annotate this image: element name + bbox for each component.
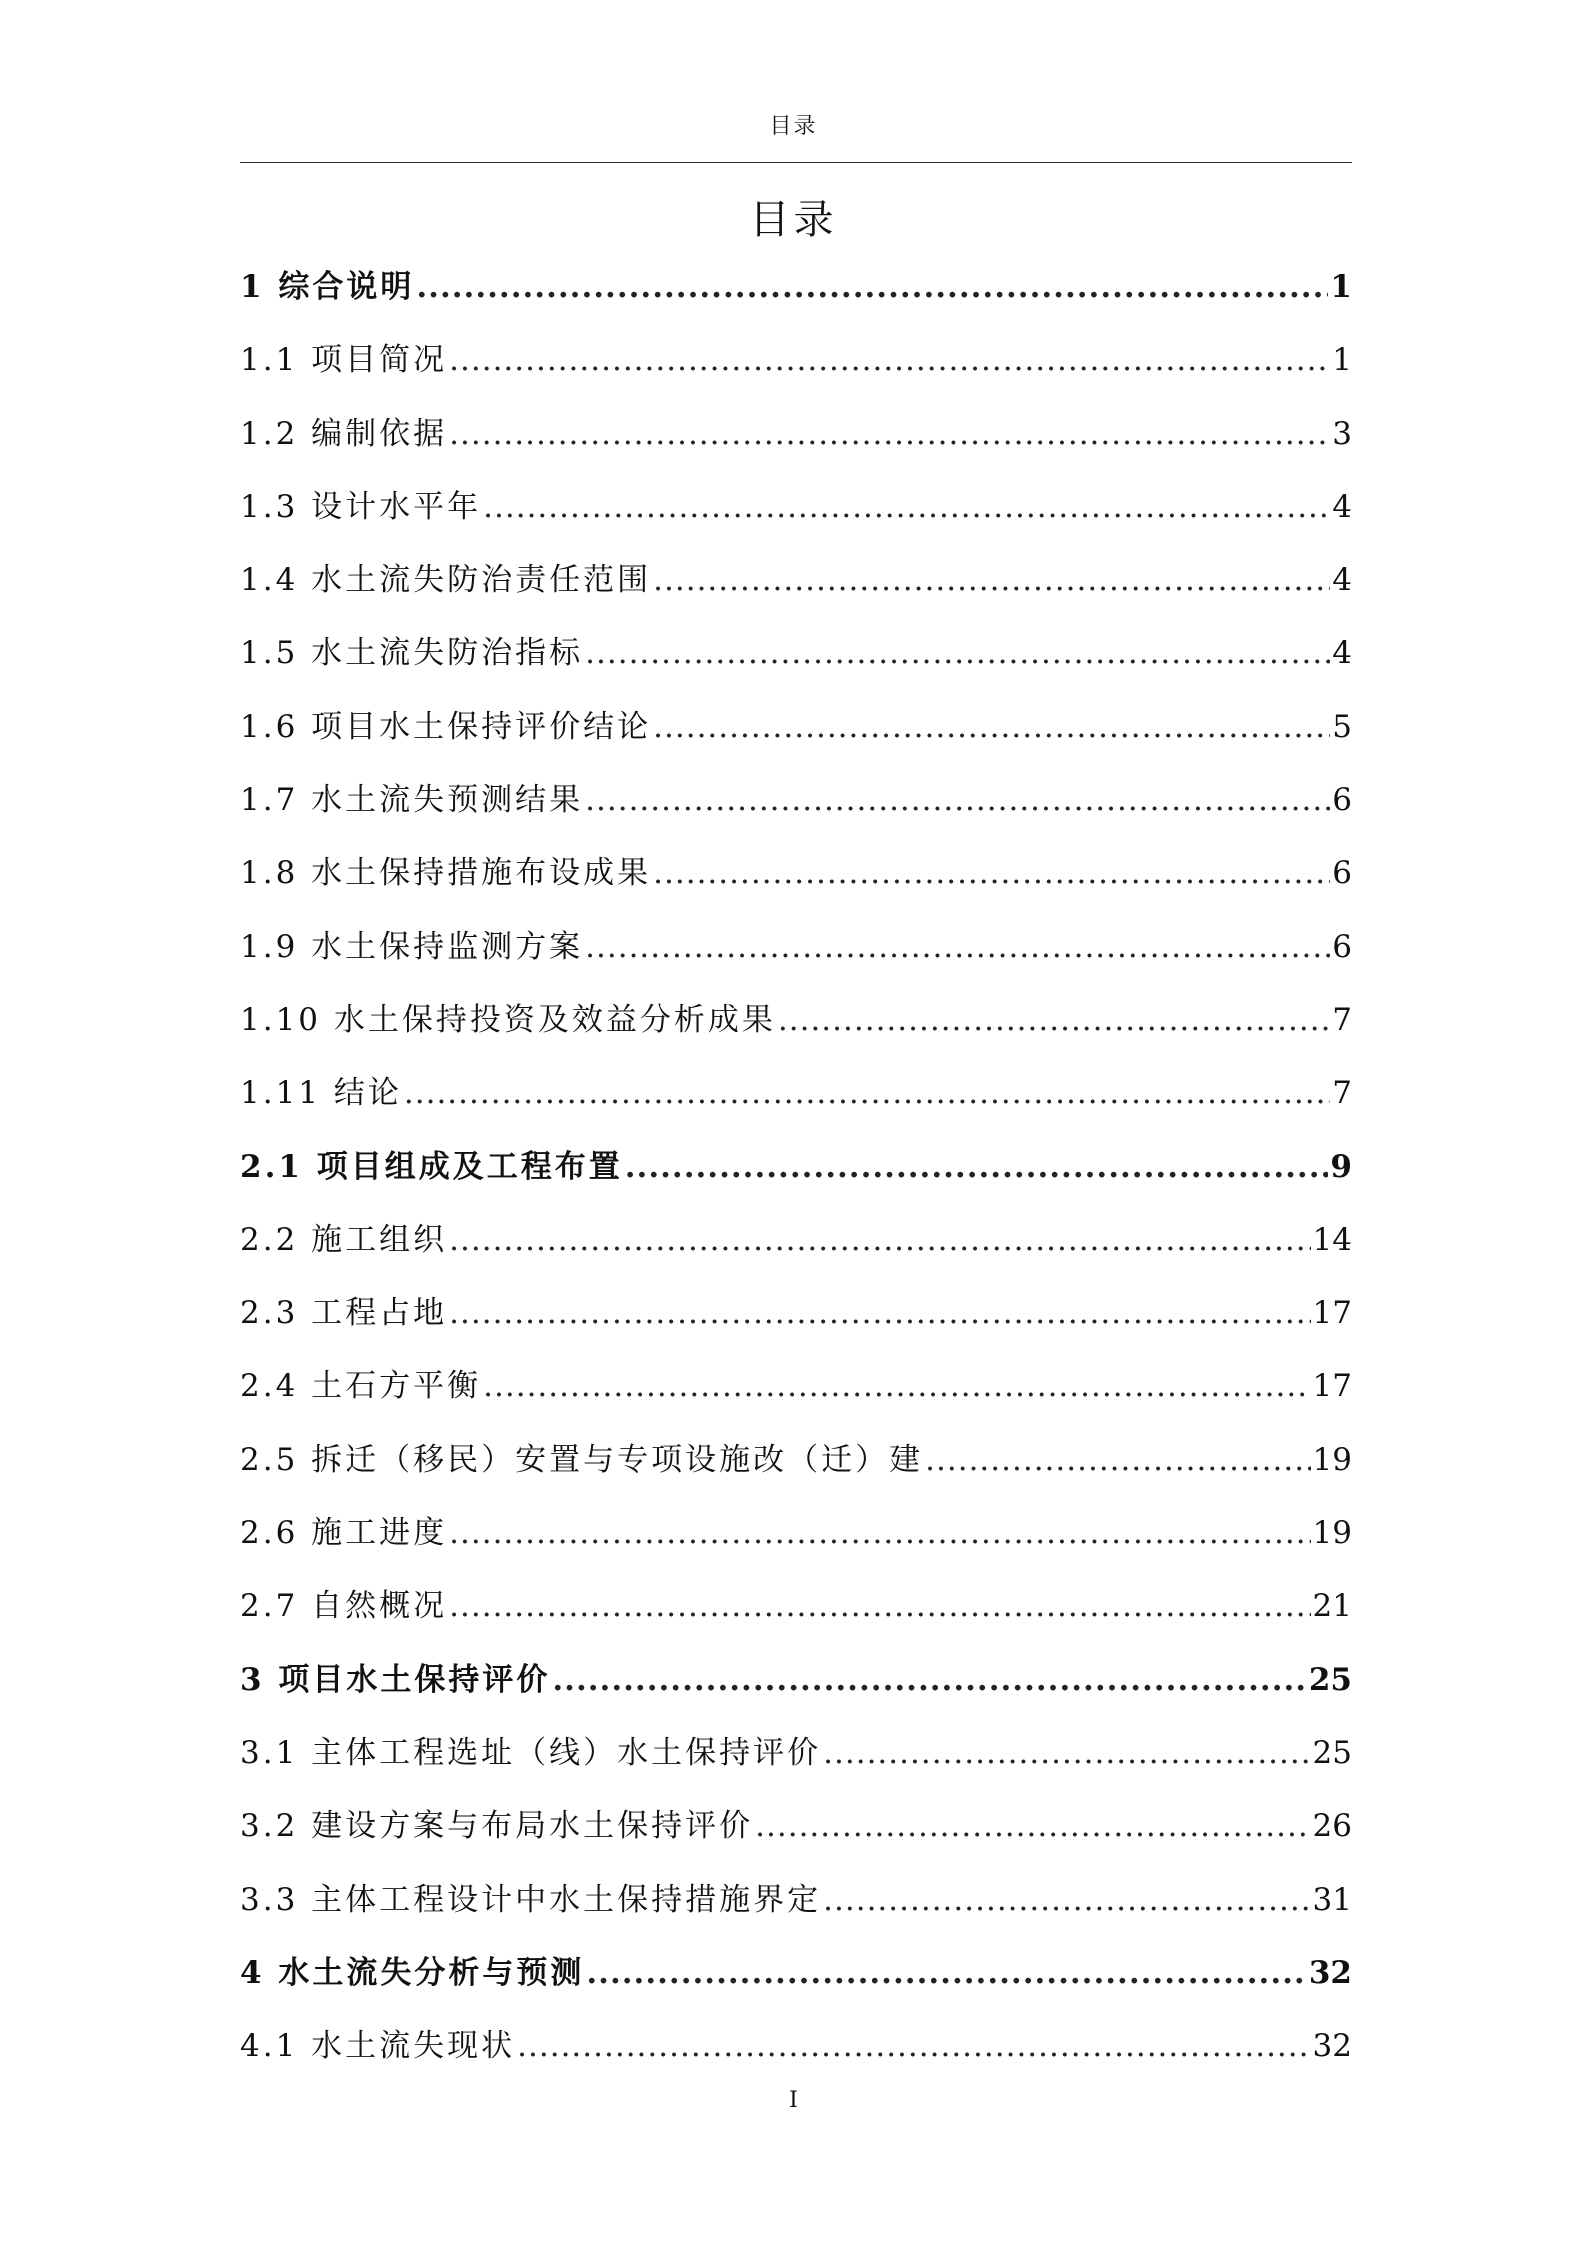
toc-entry[interactable] <box>240 1277 1352 1350</box>
toc-dot-leader <box>585 764 1330 837</box>
toc-entry[interactable] <box>240 1497 1352 1570</box>
toc-entry-page: 17 <box>1312 1295 1352 1332</box>
table-of-contents <box>240 251 1352 2083</box>
toc-entry-label: 3.1 主体工程选址（线）水土保持评价 <box>240 1734 822 1771</box>
toc-dot-leader <box>585 911 1330 984</box>
toc-entry[interactable] <box>240 471 1352 544</box>
toc-entry-label: 2.6 施工进度 <box>240 1515 448 1552</box>
toc-entry-page: 4 <box>1332 635 1352 672</box>
header-divider <box>240 162 1352 163</box>
toc-dot-leader <box>449 398 1330 471</box>
toc-entry-page: 6 <box>1332 855 1352 892</box>
toc-entry-page: 1 <box>1332 342 1352 379</box>
toc-entry-page: 4 <box>1332 562 1352 599</box>
toc-entry[interactable] <box>240 2010 1352 2083</box>
toc-entry-page: 19 <box>1312 1441 1352 1478</box>
toc-entry-label: 2.5 拆迁（移民）安置与专项设施改（迁）建 <box>240 1441 924 1478</box>
toc-entry-label: 2.1 项目组成及工程布置 <box>240 1148 623 1185</box>
toc-dot-leader <box>653 837 1330 910</box>
toc-entry-page: 7 <box>1332 1075 1352 1112</box>
toc-entry-label: 3 项目水土保持评价 <box>240 1661 551 1698</box>
toc-entry-label: 2.4 土石方平衡 <box>240 1368 482 1405</box>
toc-dot-leader <box>552 1644 1306 1717</box>
toc-entry[interactable] <box>240 544 1352 617</box>
toc-entry[interactable] <box>240 1570 1352 1643</box>
toc-entry-page: 26 <box>1312 1808 1352 1845</box>
toc-entry-label: 1.4 水土流失防治责任范围 <box>240 562 652 599</box>
toc-dot-leader <box>823 1864 1310 1937</box>
toc-dot-leader <box>823 1717 1310 1790</box>
toc-entry-label: 4.1 水土流失现状 <box>240 2028 516 2065</box>
toc-dot-leader <box>653 544 1330 617</box>
toc-entry[interactable] <box>240 1204 1352 1277</box>
running-header: 目录 <box>769 114 818 139</box>
toc-entry-label: 3.2 建设方案与布局水土保持评价 <box>240 1808 754 1845</box>
toc-entry[interactable] <box>240 1424 1352 1497</box>
toc-entry-label: 1.3 设计水平年 <box>240 488 482 525</box>
toc-dot-leader <box>585 617 1330 690</box>
toc-entry-page: 17 <box>1312 1368 1352 1405</box>
toc-entry-label: 2.3 工程占地 <box>240 1295 448 1332</box>
toc-entry[interactable] <box>240 1644 1352 1717</box>
toc-entry[interactable] <box>240 911 1352 984</box>
toc-entry-page: 32 <box>1308 1954 1352 1991</box>
toc-entry-label: 1.9 水土保持监测方案 <box>240 928 584 965</box>
toc-entry-label: 1.2 编制依据 <box>240 415 448 452</box>
toc-title: 目录 <box>749 197 838 243</box>
toc-dot-leader <box>586 1937 1306 2010</box>
toc-entry-page: 9 <box>1330 1148 1352 1185</box>
toc-entry-label: 1.10 水土保持投资及效益分析成果 <box>240 1001 776 1038</box>
toc-dot-leader <box>483 1350 1310 1423</box>
toc-entry-label: 3.3 主体工程设计中水土保持措施界定 <box>240 1881 822 1918</box>
toc-entry-page: 3 <box>1332 415 1352 452</box>
toc-entry-page: 1 <box>1330 269 1352 305</box>
toc-entry[interactable] <box>240 617 1352 690</box>
toc-entry[interactable] <box>240 1864 1352 1937</box>
toc-entry[interactable] <box>240 398 1352 471</box>
toc-entry-page: 19 <box>1312 1515 1352 1552</box>
toc-dot-leader <box>449 1497 1310 1570</box>
toc-entry-label: 1.5 水土流失防治指标 <box>240 635 584 672</box>
toc-dot-leader <box>404 1057 1330 1130</box>
toc-entry-label: 1.8 水土保持措施布设成果 <box>240 855 652 892</box>
toc-entry-page: 14 <box>1312 1221 1352 1258</box>
page-number: I <box>789 2088 798 2113</box>
toc-entry-label: 1.1 项目简况 <box>240 342 448 379</box>
toc-dot-leader <box>449 1570 1310 1643</box>
toc-entry-page: 31 <box>1312 1881 1352 1918</box>
toc-entry-page: 4 <box>1332 488 1352 525</box>
toc-entry-page: 32 <box>1312 2028 1352 2065</box>
toc-entry-page: 6 <box>1332 928 1352 965</box>
toc-entry[interactable] <box>240 1350 1352 1423</box>
toc-entry[interactable] <box>240 691 1352 764</box>
toc-entry-label: 4 水土流失分析与预测 <box>240 1954 585 1991</box>
toc-entry-page: 5 <box>1332 708 1352 745</box>
toc-entry[interactable] <box>240 324 1352 397</box>
toc-entry-label: 1.11 结论 <box>240 1075 402 1112</box>
toc-dot-leader <box>449 1204 1310 1277</box>
toc-entry-page: 21 <box>1312 1588 1352 1625</box>
toc-entry[interactable] <box>240 837 1352 910</box>
toc-entry-label: 2.2 施工组织 <box>240 1221 448 1258</box>
toc-entry[interactable] <box>240 764 1352 837</box>
toc-entry[interactable] <box>240 984 1352 1057</box>
toc-dot-leader <box>778 984 1330 1057</box>
toc-entry[interactable] <box>240 1937 1352 2010</box>
toc-dot-leader <box>483 471 1330 544</box>
toc-dot-leader <box>449 1277 1310 1350</box>
toc-entry[interactable] <box>240 1717 1352 1790</box>
toc-dot-leader <box>653 691 1330 764</box>
toc-entry[interactable] <box>240 1131 1352 1204</box>
toc-dot-leader <box>625 1131 1329 1204</box>
toc-entry-page: 25 <box>1312 1734 1352 1771</box>
toc-entry-page: 7 <box>1332 1001 1352 1038</box>
toc-entry-page: 25 <box>1308 1661 1352 1698</box>
toc-entry-label: 1.6 项目水土保持评价结论 <box>240 708 652 745</box>
toc-entry-label: 2.7 自然概况 <box>240 1588 448 1625</box>
toc-dot-leader <box>416 251 1328 324</box>
toc-entry[interactable] <box>240 1057 1352 1130</box>
toc-entry[interactable] <box>240 251 1352 324</box>
toc-entry-label: 1 综合说明 <box>240 269 415 305</box>
toc-dot-leader <box>449 324 1330 397</box>
toc-entry-page: 6 <box>1332 782 1352 819</box>
toc-dot-leader <box>755 1790 1310 1863</box>
toc-dot-leader <box>517 2010 1310 2083</box>
toc-dot-leader <box>925 1424 1310 1497</box>
toc-entry-label: 1.7 水土流失预测结果 <box>240 782 584 819</box>
toc-entry[interactable] <box>240 1790 1352 1863</box>
